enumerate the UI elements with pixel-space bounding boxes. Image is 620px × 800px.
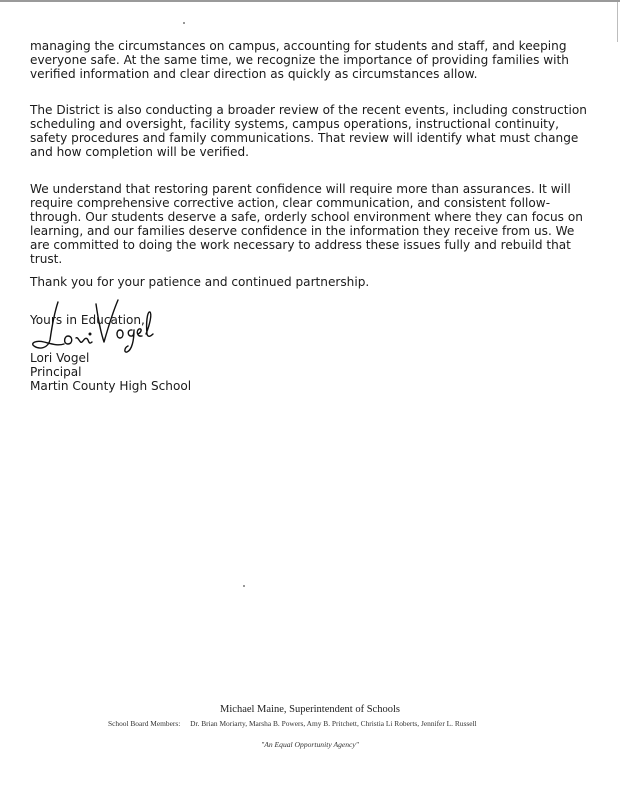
letter-paragraph-3: We understand that restoring parent confidence will require more than assurances. It will require comprehensive corrective action, clear communication, and consistent follow-through. Our students deserve a safe, orderly school environment where they can focus on learning, and our families deserve confidence in the information they receive from us. We are committed to doing the work necessary to address these issues fully and rebuild that trust.: [30, 182, 583, 266]
scan-speck: [183, 22, 185, 24]
signer-school: Martin County High School: [30, 379, 192, 393]
letter-paragraph-1: managing the circumstances on campus, accounting for students and staff, and keeping everyone safe. At the same time, we recognize the importance of providing families with verified information and clear direction as quickly as circumstances allow.: [30, 39, 569, 81]
signer-name: Lori Vogel: [30, 351, 90, 365]
letter-paragraph-thanks: Thank you for your patience and continued partnership.: [30, 275, 370, 289]
footer-motto: "An Equal Opportunity Agency": [261, 740, 359, 749]
page-top-edge: [0, 0, 620, 2]
scan-speck: [243, 585, 245, 587]
page-right-edge: [617, 2, 618, 42]
footer-board-members: [108, 719, 477, 728]
board-members-label: School Board Members:: [108, 719, 181, 728]
letter-paragraph-2: The District is also conducting a broader review of the recent events, including construction scheduling and oversight, facility systems, campus operations, instructional continuity, safety procedures and family communications. That review will identify what must change and how completion will be verified.: [30, 103, 587, 159]
footer-superintendent: Michael Maine, Superintendent of Schools: [220, 704, 400, 715]
handwritten-signature: [28, 296, 168, 358]
signer-title: Principal: [30, 365, 82, 379]
letter-closing: Yours in Education,: [30, 313, 145, 327]
board-members-list: Dr. Brian Moriarty, Marsha B. Powers, Amy B. Pritchett, Christia Li Roberts, Jennifer L. Russell: [190, 719, 477, 728]
